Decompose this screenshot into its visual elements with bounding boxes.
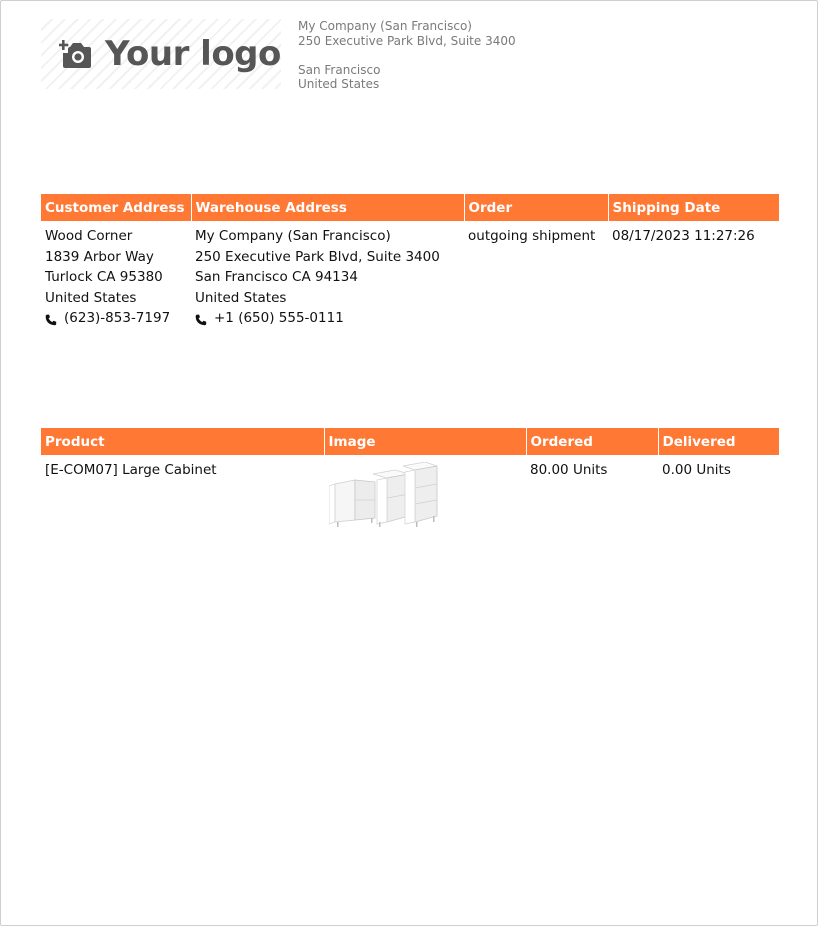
col-customer-address: Customer Address [41,194,191,221]
camera-plus-icon [59,40,93,70]
warehouse-street: 250 Executive Park Blvd, Suite 3400 [195,248,440,265]
customer-name: Wood Corner [45,228,133,244]
company-country: United States [298,77,380,91]
product-image [329,462,441,528]
order-type: outgoing shipment [468,228,596,244]
product-image-cell [324,455,526,528]
warehouse-city: San Francisco CA 94134 [195,269,358,285]
col-product: Product [41,428,324,455]
col-delivered: Delivered [658,428,779,455]
product-name: [E-COM07] Large Cabinet [45,462,217,478]
warehouse-address [191,221,464,329]
company-name: My Company (San Francisco) [298,19,472,33]
col-image: Image [324,428,526,455]
company-city: San Francisco [298,62,381,77]
delivered-qty: 0.00 Units [662,462,731,478]
col-order: Order [464,194,608,221]
customer-street: 1839 Arbor Way [45,248,154,265]
table-row [41,455,779,528]
lines-table-header [41,428,779,455]
warehouse-name: My Company (San Francisco) [195,228,391,244]
shipping-date: 08/17/2023 11:27:26 [612,228,755,244]
customer-country: United States [45,289,137,306]
customer-phone [45,308,187,329]
phone-icon [195,312,207,324]
warehouse-country: United States [195,289,287,306]
table-row [41,221,779,329]
company-address [298,19,516,92]
move-lines-table [41,428,779,528]
customer-address [41,221,191,329]
warehouse-phone [195,308,460,329]
ordered-qty: 80.00 Units [530,462,608,478]
company-logo [41,19,281,89]
company-street: 250 Executive Park Blvd, Suite 3400 [298,33,516,48]
warehouse-phone-number: +1 (650) 555-0111 [214,310,344,326]
logo-text: Your logo [105,34,281,74]
col-ordered: Ordered [526,428,658,455]
col-shipping-date: Shipping Date [608,194,779,221]
col-warehouse-address: Warehouse Address [191,194,464,221]
address-table [41,194,779,329]
customer-city: Turlock CA 95380 [45,269,163,285]
customer-phone-number: (623)-853-7197 [64,310,171,326]
phone-icon [45,312,57,324]
address-table-header [41,194,779,221]
